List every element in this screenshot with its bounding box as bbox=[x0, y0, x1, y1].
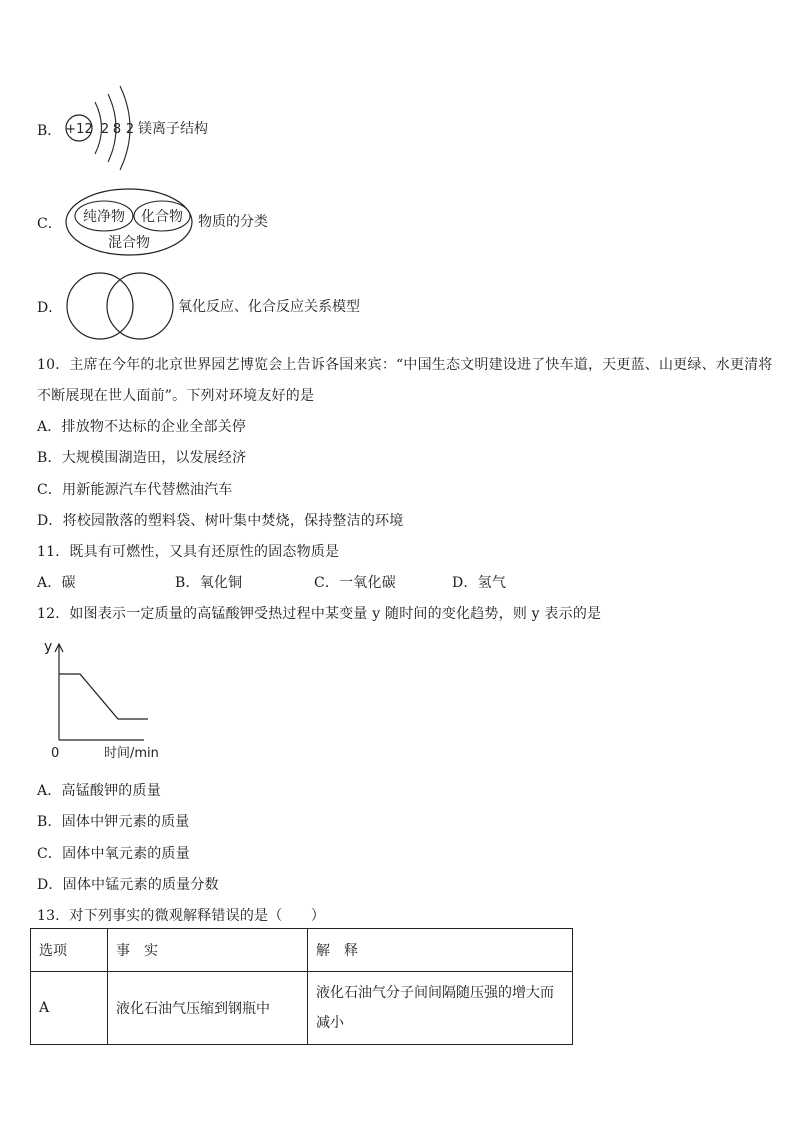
shell-1-count: 2 bbox=[100, 122, 110, 137]
q10-option-c: C．用新能源汽车代替燃油汽车 bbox=[37, 482, 233, 498]
q13-row-explain-line-2: 减小 bbox=[316, 1015, 344, 1031]
q10-option-d: D．将校园散落的塑料袋、树叶集中焚烧，保持整洁的环境 bbox=[37, 513, 404, 529]
q12-graph bbox=[40, 636, 170, 762]
ion-structure-diagram bbox=[60, 80, 210, 180]
option-c-label: C． bbox=[37, 216, 62, 232]
q13-header-fact: 事 实 bbox=[108, 929, 308, 972]
q10-stem-line-2: 不断展现在世人面前”。下列对环境友好的是 bbox=[37, 388, 315, 404]
q10-stem-line-1: 10．主席在今年的北京世界园艺博览会上告诉各国来宾：“中国生态文明建设进了快车道，天更蓝、山更绿、水更清将 bbox=[37, 357, 773, 373]
q12-curve bbox=[59, 674, 148, 719]
nucleus-charge: +12 bbox=[65, 122, 93, 137]
q13-row-explain bbox=[308, 972, 573, 1045]
q13-table bbox=[30, 928, 573, 1045]
shell-2-count: 8 bbox=[112, 122, 122, 137]
q13-row-fact: 液化石油气压缩到钢瓶中 bbox=[108, 972, 308, 1045]
q13-row-explain-line-1: 液化石油气分子间间隔随压强的增大而 bbox=[316, 985, 554, 1001]
q11-option-a: A．碳 bbox=[37, 575, 76, 591]
option-d bbox=[37, 297, 62, 317]
q11-option-c: C．一氧化碳 bbox=[314, 575, 396, 591]
q13-stem: 13．对下列事实的微观解释错误的是（ ） bbox=[37, 908, 326, 924]
q12-stem: 12．如图表示一定质量的高锰酸钾受热过程中某变量 y 随时间的变化趋势，则 y 表示的是 bbox=[37, 606, 602, 622]
option-c bbox=[37, 213, 62, 233]
option-b-caption: 镁离子结构 bbox=[138, 121, 208, 137]
q12-origin-label: 0 bbox=[51, 746, 60, 761]
option-b-label: B． bbox=[37, 123, 62, 139]
table-row bbox=[31, 972, 573, 1045]
matter-classification-diagram bbox=[64, 188, 284, 260]
compound-label: 化合物 bbox=[141, 209, 183, 225]
shell-3-count: 2 bbox=[125, 122, 135, 137]
q12-option-d: D．固体中锰元素的质量分数 bbox=[37, 877, 219, 893]
reaction-relation-diagram bbox=[64, 270, 384, 342]
pure-substance-label: 纯净物 bbox=[83, 209, 125, 225]
q13-row-option: A bbox=[31, 972, 108, 1045]
option-d-caption: 氧化反应、化合反应关系模型 bbox=[178, 299, 360, 315]
option-d-label: D． bbox=[37, 300, 63, 316]
q11-stem: 11．既具有可燃性，又具有还原性的固态物质是 bbox=[37, 544, 340, 560]
q10-option-b: B．大规模围湖造田，以发展经济 bbox=[37, 450, 247, 466]
option-b bbox=[37, 120, 61, 140]
q10-option-a: A．排放物不达标的企业全部关停 bbox=[37, 419, 247, 435]
q12-x-axis-label: 时间/min bbox=[104, 746, 159, 761]
q12-option-c: C．固体中氧元素的质量 bbox=[37, 846, 190, 862]
q13-header-option: 选项 bbox=[31, 929, 108, 972]
q13-header-explain: 解 释 bbox=[308, 929, 573, 972]
q12-option-b: B．固体中钾元素的质量 bbox=[37, 814, 190, 830]
option-c-caption: 物质的分类 bbox=[198, 214, 268, 230]
q13-table-header-row bbox=[31, 929, 573, 972]
q11-option-d: D．氢气 bbox=[452, 575, 507, 591]
q12-y-axis-label: y bbox=[44, 639, 53, 655]
q12-option-a: A．高锰酸钾的质量 bbox=[37, 783, 161, 799]
mixture-label: 混合物 bbox=[108, 235, 150, 251]
q11-option-b: B．氧化铜 bbox=[175, 575, 243, 591]
